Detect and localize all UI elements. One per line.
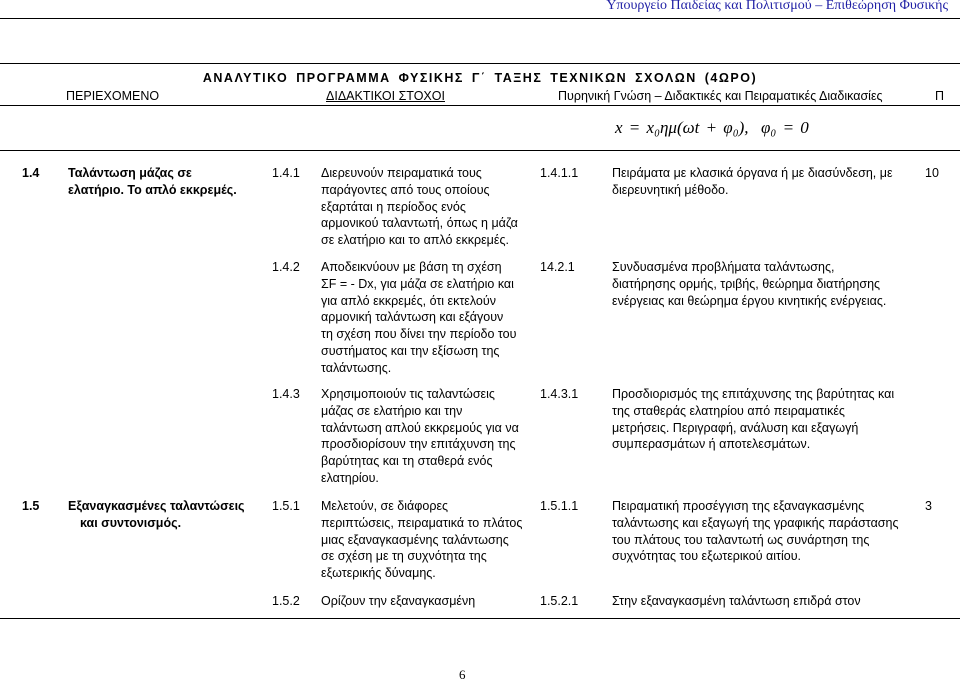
activity-number: 1.4.3.1 — [540, 387, 579, 401]
activity-number: 1.5.1.1 — [540, 499, 579, 513]
horizontal-rule — [0, 18, 960, 19]
objective-number: 1.5.2 — [272, 594, 300, 608]
unit-number: 1.4 — [22, 166, 40, 180]
column-header-core: Πυρηνική Γνώση – Διδακτικές και Πειραματικές Διαδικασίες — [558, 89, 883, 103]
ministry-header: Υπουργείο Παιδείας και Πολιτισμού – Επιθεώρηση Φυσικής — [606, 0, 948, 13]
objective-number: 1.4.1 — [272, 166, 300, 180]
activity-text: Προσδιορισμός της επιτάχυνσης της βαρύτητας και της σταθεράς ελατηρίου από πειραματικές μετρήσεις. Περιγραφή, ανάλυση και εξαγωγή συμπερασμάτων ή αποτελεσμάτων. — [612, 387, 895, 452]
horizontal-rule — [0, 618, 960, 619]
objective-text: Μελετούν, σε διάφορες περιπτώσεις, πειραματικά το πλάτος μιας εξαναγκασμένης ταλάντωσης σε σχέση με τη συχνότητα της εξωτερικής δύναμης. — [321, 499, 523, 581]
column-header-objectives: ΔΙΔΑΚΤΙΚΟΙ ΣΤΟΧΟΙ — [326, 89, 445, 103]
oscillation-equation: x = x₀ημ(ωt + φ₀), φ₀ = 0 — [615, 118, 809, 137]
unit-periods: 3 — [925, 499, 932, 513]
column-header-content: ΠΕΡΙΕΧΟΜΕΝΟ — [66, 89, 160, 103]
activity-text: Πειραματική προσέγγιση της εξαναγκασμένης ταλάντωσης και εξαγωγή της γραφικής παράστασης του πλάτους του ταλαντωτή ως συνάρτηση της συχνότητας του εξωτερικού αιτίου. — [612, 499, 899, 564]
objective-number: 1.5.1 — [272, 499, 300, 513]
activity-number: 1.5.2.1 — [540, 594, 579, 608]
table-row — [0, 386, 960, 485]
objective-text: Διερευνούν πειραματικά τους παράγοντες από τους οποίους εξαρτάται η περίοδος ενός αρμονικού ταλαντωτή, όπως η μάζα σε ελατήριο και το απλό εκκρεμές. — [321, 166, 518, 248]
unit-title: Εξαναγκασμένες ταλαντώσεις και συντονισμός. — [68, 499, 245, 530]
column-header-periods: Π — [935, 89, 945, 103]
table-row — [0, 165, 960, 248]
activity-text: Πειράματα με κλασικά όργανα ή με διασύνδεση, με διερευνητική μέθοδο. — [612, 166, 893, 197]
unit-periods: 10 — [925, 166, 939, 180]
table-row — [0, 498, 960, 581]
objective-text: Ορίζουν την εξαναγκασμένη — [321, 594, 476, 608]
unit-number: 1.5 — [22, 499, 40, 513]
document-title: ΑΝΑΛΥΤΙΚΟ ΠΡΟΓΡΑΜΜΑ ΦΥΣΙΚΗΣ Γ΄ ΤΑΞΗΣ ΤΕΧΝΙΚΩΝ ΣΧΟΛΩΝ (4ΩΡΟ) — [202, 71, 758, 85]
unit-title: Ταλάντωση μάζας σε ελατήριο. Το απλό εκκρεμές. — [68, 166, 237, 197]
horizontal-rule — [0, 105, 960, 106]
objective-number: 1.4.3 — [272, 387, 300, 401]
page-number: 6 — [459, 667, 466, 682]
horizontal-rule — [0, 150, 960, 151]
objective-text: Χρησιμοποιούν τις ταλαντώσεις μάζας σε ελατήριο και την ταλάντωση απλού εκκρεμούς για να προσδιορίσουν την επιτάχυνση της βαρύτητας και τη σταθερά ενός ελατηρίου. — [321, 387, 519, 485]
objective-number: 1.4.2 — [272, 260, 300, 274]
table-row — [0, 259, 960, 375]
activity-number: 1.4.1.1 — [540, 166, 579, 180]
table-row — [0, 593, 960, 608]
activity-number: 14.2.1 — [540, 260, 575, 274]
horizontal-rule — [0, 63, 960, 64]
objective-text: Αποδεικνύουν με βάση τη σχέση ΣF = - Dx, για μάζα σε ελατήριο και για απλό εκκρεμές, ότι εκτελούν αρμονική ταλάντωση και εξάγουν τη σχέση που δίνει την περίοδο του συστήματος και την εξίσωση της ταλάντωσης. — [321, 260, 517, 375]
activity-text: Συνδυασμένα προβλήματα ταλάντωσης, διατήρησης ορμής, τριβής, θεώρημα διατήρησης ενέργειας και θεώρημα έργου κινητικής ενέργειας. — [612, 260, 887, 308]
activity-text: Στην εξαναγκασμένη ταλάντωση επιδρά στον — [612, 594, 861, 608]
